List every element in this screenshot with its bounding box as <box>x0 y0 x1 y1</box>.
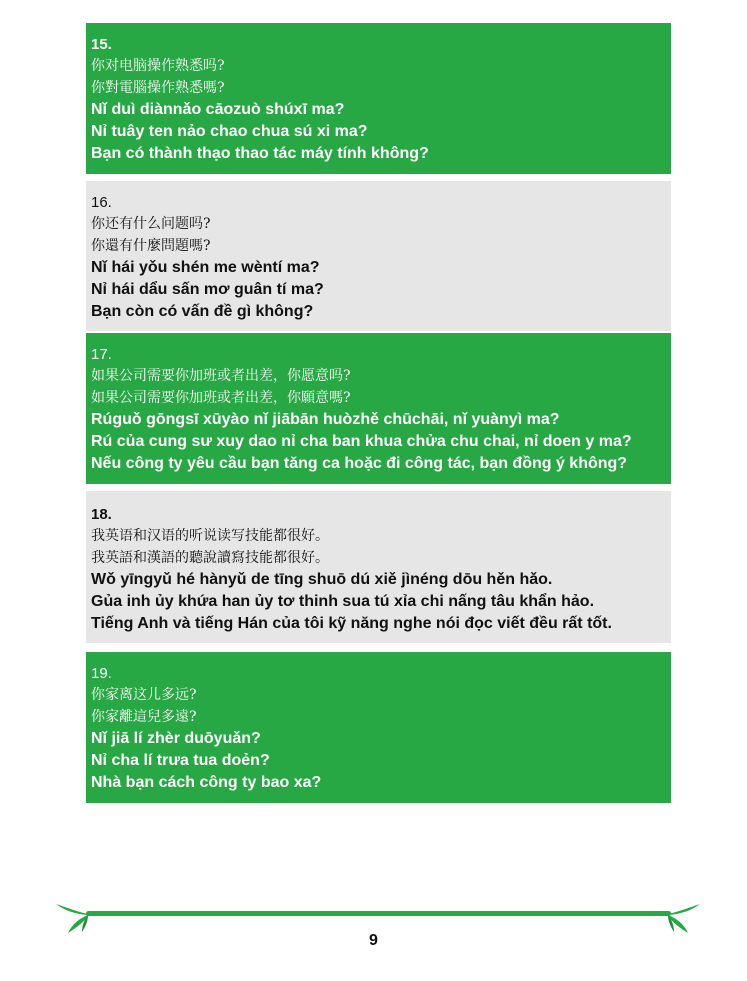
chinese-simplified: 你家离这儿多远? <box>91 687 197 703</box>
phonetic-reading: Nỉ tuây ten nảo chao chua sú xi ma? <box>91 123 368 140</box>
chinese-simplified: 你还有什么问题吗? <box>91 216 211 232</box>
phrase-card-19 <box>86 652 671 803</box>
chinese-simplified: 我英语和汉语的听说读写技能都很好。 <box>91 528 329 544</box>
phonetic-reading: Nỉ hái dẩu sấn mơ guân tí ma? <box>91 281 324 298</box>
chinese-traditional: 你還有什麼問題嗎? <box>91 238 211 254</box>
phrase-card-16 <box>86 181 671 331</box>
pinyin: Nǐ duì diànnǎo cāozuò shúxī ma? <box>91 101 345 118</box>
chinese-simplified: 如果公司需要你加班或者出差，你愿意吗? <box>91 368 351 384</box>
footer-divider <box>86 911 671 916</box>
phrase-number: 18. <box>91 506 112 523</box>
chinese-traditional: 你對電腦操作熟悉嗎? <box>91 80 225 96</box>
pinyin: Rúguǒ gōngsī xūyào nǐ jiābān huòzhě chūchāi, nǐ yuànyì ma? <box>91 411 560 428</box>
chinese-simplified: 你对电脑操作熟悉吗? <box>91 58 225 74</box>
phrase-number: 15. <box>91 36 112 53</box>
bamboo-leaf-icon <box>54 900 90 934</box>
chinese-traditional: 我英語和漢語的聽說讀寫技能都很好。 <box>91 550 329 566</box>
pinyin: Wǒ yīngyǔ hé hànyǔ de tīng shuō dú xiě jìnéng dōu hěn hǎo. <box>91 571 553 588</box>
bamboo-leaf-icon <box>666 900 702 934</box>
vietnamese-translation: Bạn còn có vấn đề gì không? <box>91 303 314 320</box>
pinyin: Nǐ jiā lí zhèr duōyuǎn? <box>91 730 261 747</box>
phonetic-reading: Gủa inh ủy khứa han ủy tơ thinh sua tú xỉa chi nấng tâu khẩn hảo. <box>91 593 595 610</box>
phrase-number: 16. <box>91 194 112 211</box>
pinyin: Nǐ hái yǒu shén me wèntí ma? <box>91 259 320 276</box>
phrase-number: 19. <box>91 665 112 682</box>
vietnamese-translation: Tiếng Anh và tiếng Hán của tôi kỹ năng nghe nói đọc viết đều rất tốt. <box>91 615 612 632</box>
vietnamese-translation: Nếu công ty yêu cầu bạn tăng ca hoặc đi công tác, bạn đồng ý không? <box>91 455 628 472</box>
chinese-traditional: 你家離這兒多遠? <box>91 709 197 725</box>
page-number: 9 <box>369 932 378 949</box>
phrase-card-18 <box>86 491 671 643</box>
phonetic-reading: Rú của cung sư xuy dao nỉ cha ban khua chửa chu chai, nỉ doen y ma? <box>91 433 632 450</box>
vietnamese-translation: Nhà bạn cách công ty bao xa? <box>91 774 322 791</box>
phrase-number: 17. <box>91 346 112 363</box>
phrase-card-17 <box>86 333 671 484</box>
phonetic-reading: Nỉ cha lí trưa tua doẻn? <box>91 752 270 769</box>
phrase-card-15 <box>86 23 671 174</box>
chinese-traditional: 如果公司需要你加班或者出差，你願意嗎? <box>91 390 351 406</box>
vietnamese-translation: Bạn có thành thạo thao tác máy tính không? <box>91 145 429 162</box>
